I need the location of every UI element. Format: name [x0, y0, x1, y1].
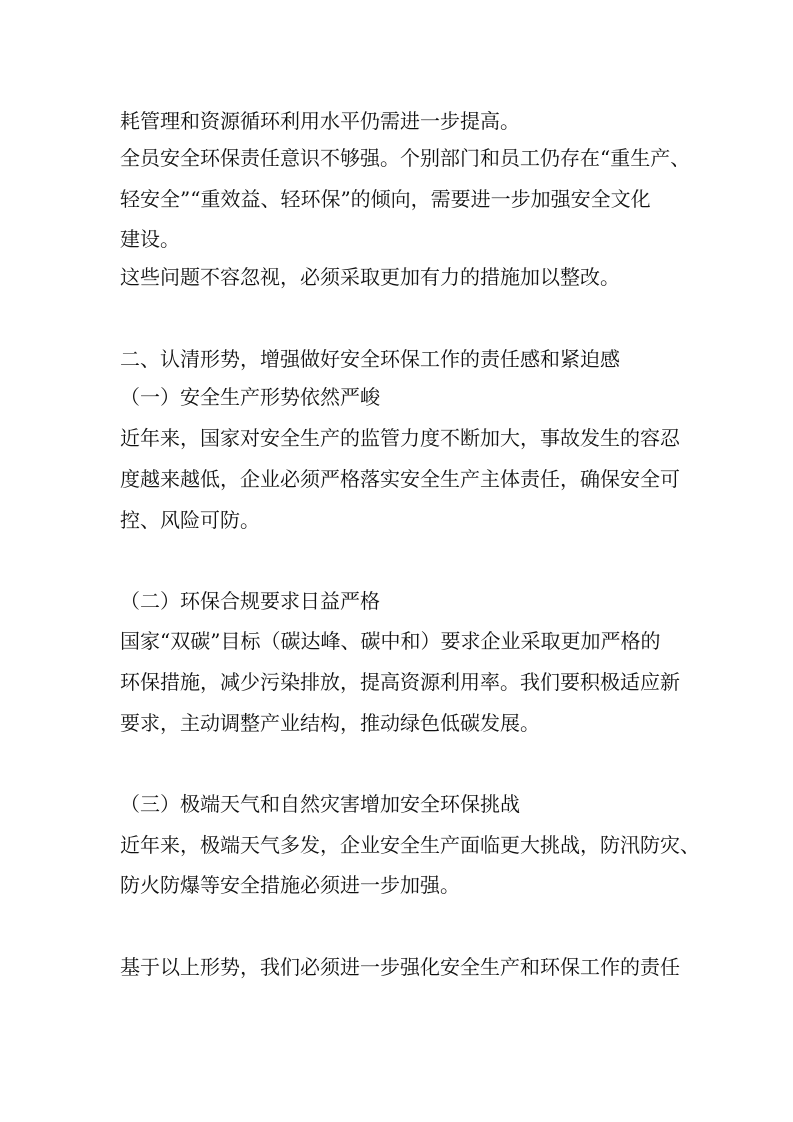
subsection-heading: （一）安全生产形势依然严峻	[120, 385, 380, 409]
text-line: 防火防爆等安全措施必须进一步加强。	[120, 873, 460, 897]
text-line: 环保措施，减少污染排放，提高资源利用率。我们要积极适应新	[120, 670, 680, 694]
text-line: 控、风险可防。	[120, 508, 260, 532]
text-line: 近年来，国家对安全生产的监管力度不断加大，事故发生的容忍	[120, 426, 680, 450]
subsection-heading: （二）环保合规要求日益严格	[120, 589, 380, 613]
text-line: 轻安全”“重效益、轻环保”的倾向，需要进一步加强安全文化	[120, 187, 651, 211]
text-line: 这些问题不容忽视，必须采取更加有力的措施加以整改。	[120, 265, 620, 289]
text-line: 近年来，极端天气多发，企业安全生产面临更大挑战，防汛防灾、	[120, 833, 700, 857]
text-line: 要求，主动调整产业结构，推动绿色低碳发展。	[120, 711, 540, 735]
text-line: 建设。	[120, 227, 180, 251]
text-line: 度越来越低，企业必须严格落实安全生产主体责任，确保安全可	[120, 467, 680, 491]
text-line: 国家“双碳”目标（碳达峰、碳中和）要求企业采取更加严格的	[120, 629, 661, 653]
subsection-heading: （三）极端天气和自然灾害增加安全环保挑战	[120, 792, 520, 816]
text-line: 耗管理和资源循环利用水平仍需进一步提高。	[120, 109, 520, 133]
section-heading: 二、认清形势，增强做好安全环保工作的责任感和紧迫感	[120, 347, 620, 371]
text-line: 全员安全环保责任意识不够强。个别部门和员工仍存在“重生产、	[120, 146, 691, 170]
text-line: 基于以上形势，我们必须进一步强化安全生产和环保工作的责任	[120, 955, 680, 979]
